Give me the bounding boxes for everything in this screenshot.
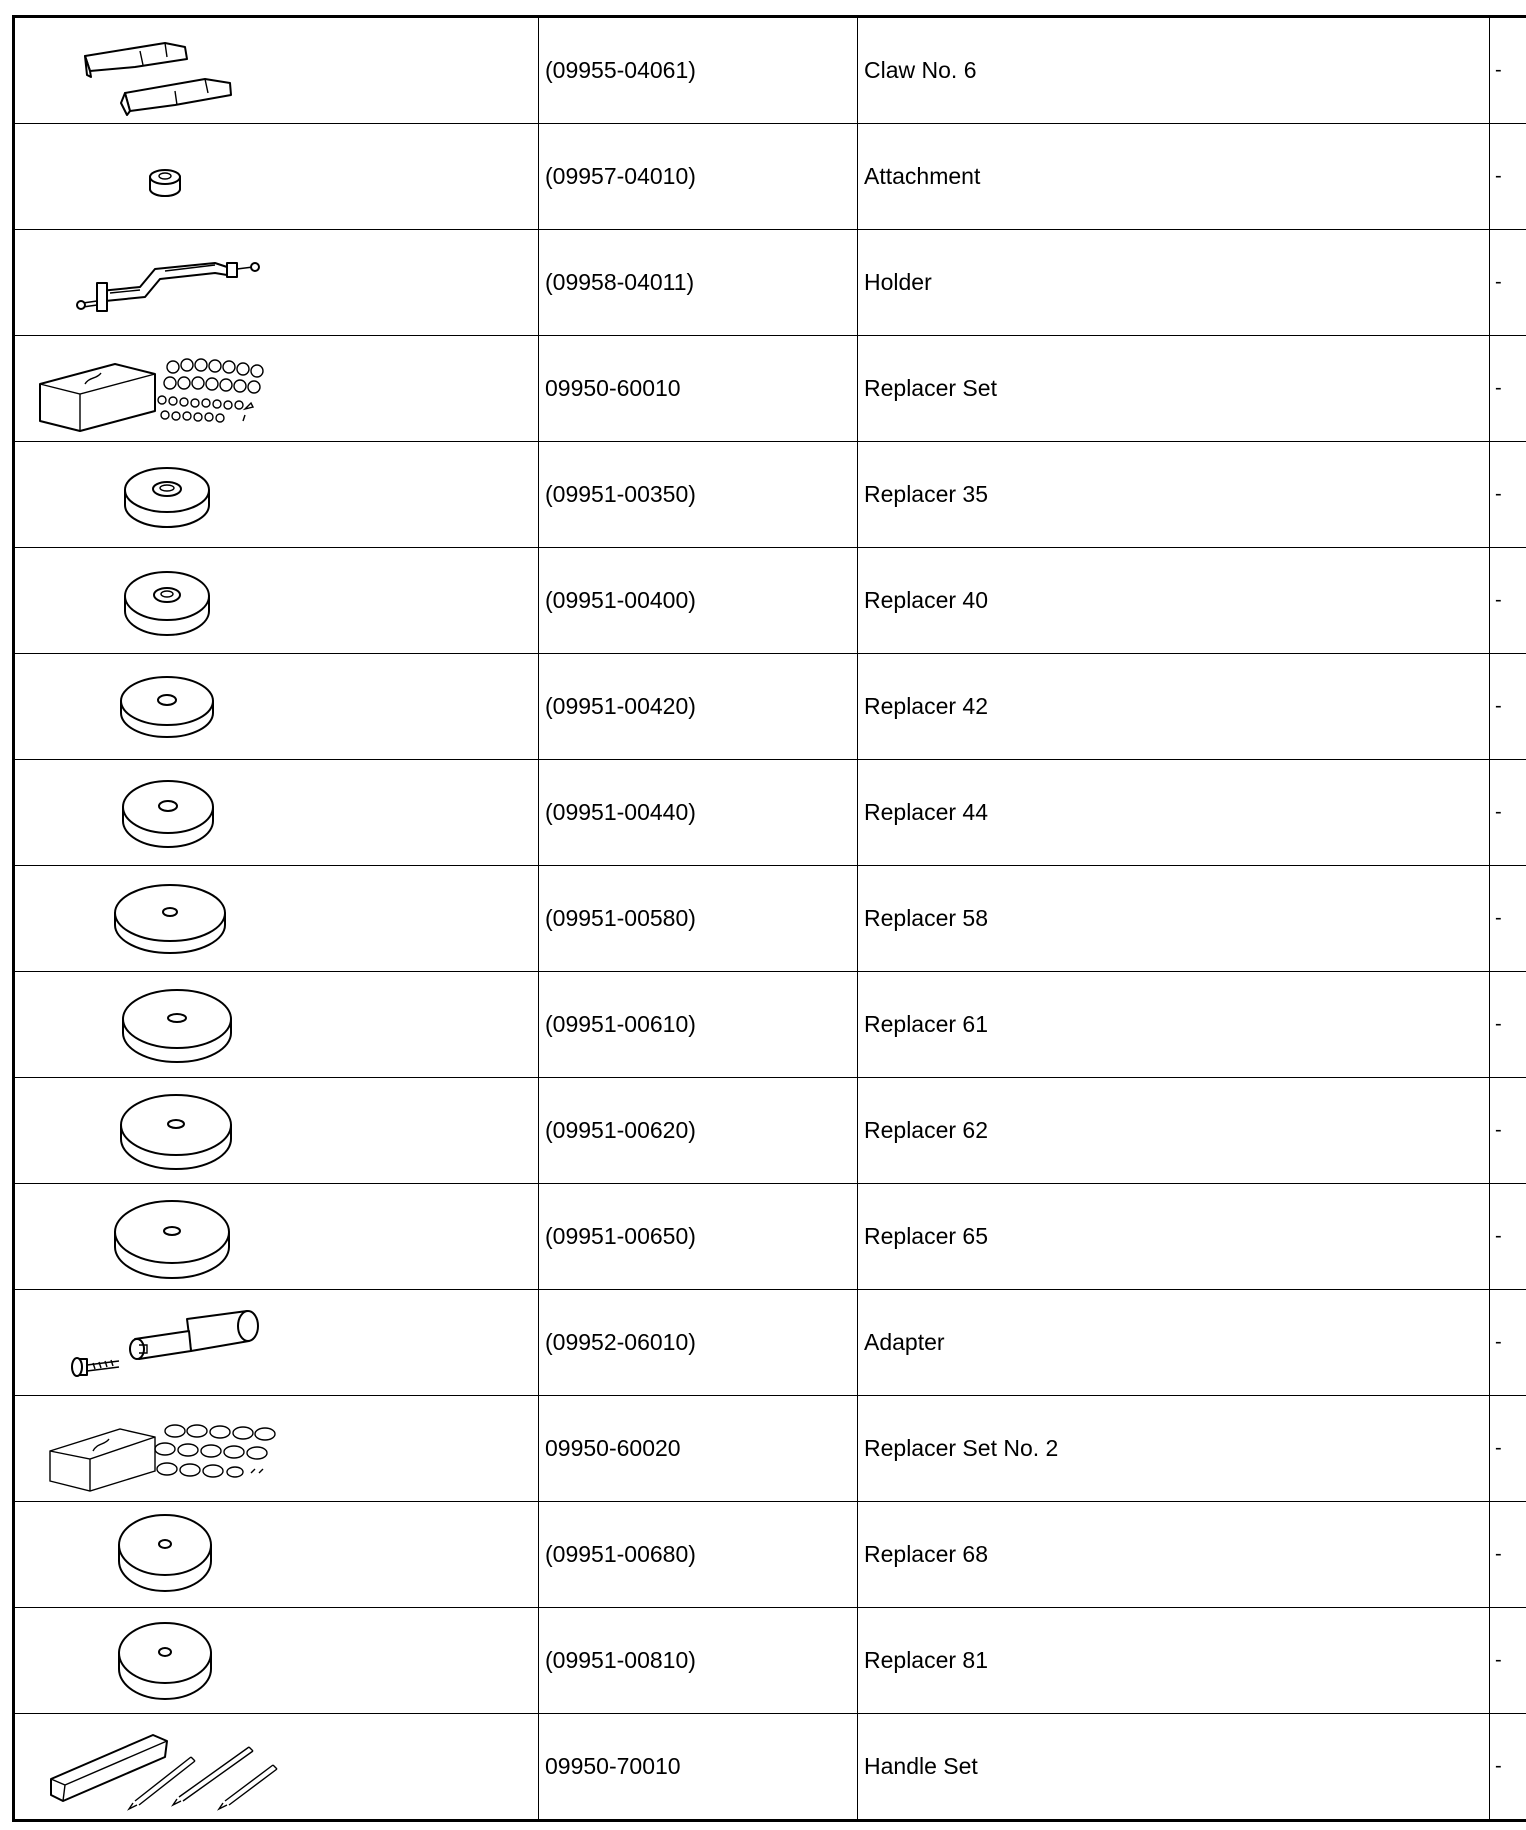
tool-name: Replacer 42: [858, 654, 1490, 760]
tool-mark: -: [1490, 866, 1526, 972]
table-row: [14, 866, 1526, 972]
tool-illustration-cell: [14, 760, 539, 866]
replacer-disc-icon: [15, 551, 275, 651]
table-row: [14, 17, 1526, 124]
tool-illustration-cell: [14, 1290, 539, 1396]
tool-name: Replacer 68: [858, 1502, 1490, 1608]
tool-illustration-cell: [14, 1184, 539, 1290]
tool-mark: -: [1490, 1184, 1526, 1290]
tool-name: Replacer 81: [858, 1608, 1490, 1714]
replacer-disc-icon: [15, 869, 275, 969]
tool-mark: -: [1490, 1290, 1526, 1396]
tool-mark: -: [1490, 760, 1526, 866]
table-row: [14, 1396, 1526, 1502]
attachment-icon: [15, 127, 275, 227]
tool-illustration-cell: [14, 230, 539, 336]
part-number: (09958-04011): [539, 230, 858, 336]
tool-illustration-cell: [14, 442, 539, 548]
replacer-disc-icon: [15, 445, 275, 545]
part-number: (09951-00580): [539, 866, 858, 972]
table-row: [14, 1502, 1526, 1608]
part-number: 09950-60010: [539, 336, 858, 442]
table-row: [14, 336, 1526, 442]
replacer-disc-icon: [15, 1505, 275, 1605]
replacer-disc-icon: [15, 1081, 275, 1181]
tool-illustration-cell: [14, 654, 539, 760]
tool-name: Replacer 35: [858, 442, 1490, 548]
table-row: [14, 1078, 1526, 1184]
special-tools-sheet: [12, 15, 1512, 1825]
tool-mark: -: [1490, 1714, 1526, 1821]
table-row: [14, 1184, 1526, 1290]
tool-name: Replacer Set No. 2: [858, 1396, 1490, 1502]
replacer-disc-icon: [15, 975, 275, 1075]
tool-name: Replacer 61: [858, 972, 1490, 1078]
table-row: [14, 1608, 1526, 1714]
tool-illustration-cell: [14, 1502, 539, 1608]
tool-mark: -: [1490, 972, 1526, 1078]
tool-mark: -: [1490, 230, 1526, 336]
table-row: [14, 1714, 1526, 1821]
part-number: (09951-00400): [539, 548, 858, 654]
tool-name: Holder: [858, 230, 1490, 336]
tool-mark: -: [1490, 124, 1526, 230]
tool-name: Replacer 40: [858, 548, 1490, 654]
replacer-set-icon: [15, 339, 305, 439]
replacer-set-icon: [15, 1399, 305, 1499]
claw-icon: [15, 21, 275, 121]
tool-mark: -: [1490, 1608, 1526, 1714]
table-row: [14, 760, 1526, 866]
tool-name: Replacer 44: [858, 760, 1490, 866]
tool-mark: -: [1490, 1078, 1526, 1184]
replacer-disc-icon: [15, 763, 275, 863]
part-number: 09950-60020: [539, 1396, 858, 1502]
part-number: (09951-00620): [539, 1078, 858, 1184]
part-number: 09950-70010: [539, 1714, 858, 1821]
table-row: [14, 230, 1526, 336]
part-number: (09951-00350): [539, 442, 858, 548]
part-number: (09952-06010): [539, 1290, 858, 1396]
tool-illustration-cell: [14, 1714, 539, 1821]
tool-illustration-cell: [14, 548, 539, 654]
tool-mark: -: [1490, 1502, 1526, 1608]
tool-name: Adapter: [858, 1290, 1490, 1396]
table-row: [14, 972, 1526, 1078]
part-number: (09951-00610): [539, 972, 858, 1078]
tool-mark: -: [1490, 1396, 1526, 1502]
tool-illustration-cell: [14, 1608, 539, 1714]
special-tools-table: [12, 15, 1526, 1822]
holder-icon: [15, 233, 275, 333]
replacer-disc-icon: [15, 1187, 275, 1287]
tool-mark: -: [1490, 17, 1526, 124]
replacer-disc-icon: [15, 1611, 275, 1711]
tool-illustration-cell: [14, 17, 539, 124]
table-row: [14, 442, 1526, 548]
part-number: (09951-00680): [539, 1502, 858, 1608]
tool-mark: -: [1490, 654, 1526, 760]
tool-name: Replacer 62: [858, 1078, 1490, 1184]
part-number: (09957-04010): [539, 124, 858, 230]
table-row: [14, 548, 1526, 654]
part-number: (09951-00420): [539, 654, 858, 760]
table-row: [14, 124, 1526, 230]
tool-illustration-cell: [14, 866, 539, 972]
tool-name: Claw No. 6: [858, 17, 1490, 124]
part-number: (09951-00810): [539, 1608, 858, 1714]
tool-illustration-cell: [14, 1078, 539, 1184]
tool-name: Replacer 58: [858, 866, 1490, 972]
part-number: (09951-00650): [539, 1184, 858, 1290]
table-row: [14, 654, 1526, 760]
tool-illustration-cell: [14, 1396, 539, 1502]
tool-mark: -: [1490, 442, 1526, 548]
tool-name: Attachment: [858, 124, 1490, 230]
part-number: (09955-04061): [539, 17, 858, 124]
handle-set-icon: [15, 1717, 305, 1817]
tool-name: Handle Set: [858, 1714, 1490, 1821]
tool-illustration-cell: [14, 972, 539, 1078]
part-number: (09951-00440): [539, 760, 858, 866]
tool-mark: -: [1490, 336, 1526, 442]
table-row: [14, 1290, 1526, 1396]
replacer-disc-icon: [15, 657, 275, 757]
tool-mark: -: [1490, 548, 1526, 654]
tool-illustration-cell: [14, 336, 539, 442]
tool-name: Replacer Set: [858, 336, 1490, 442]
tool-illustration-cell: [14, 124, 539, 230]
tool-name: Replacer 65: [858, 1184, 1490, 1290]
adapter-icon: [15, 1293, 275, 1393]
